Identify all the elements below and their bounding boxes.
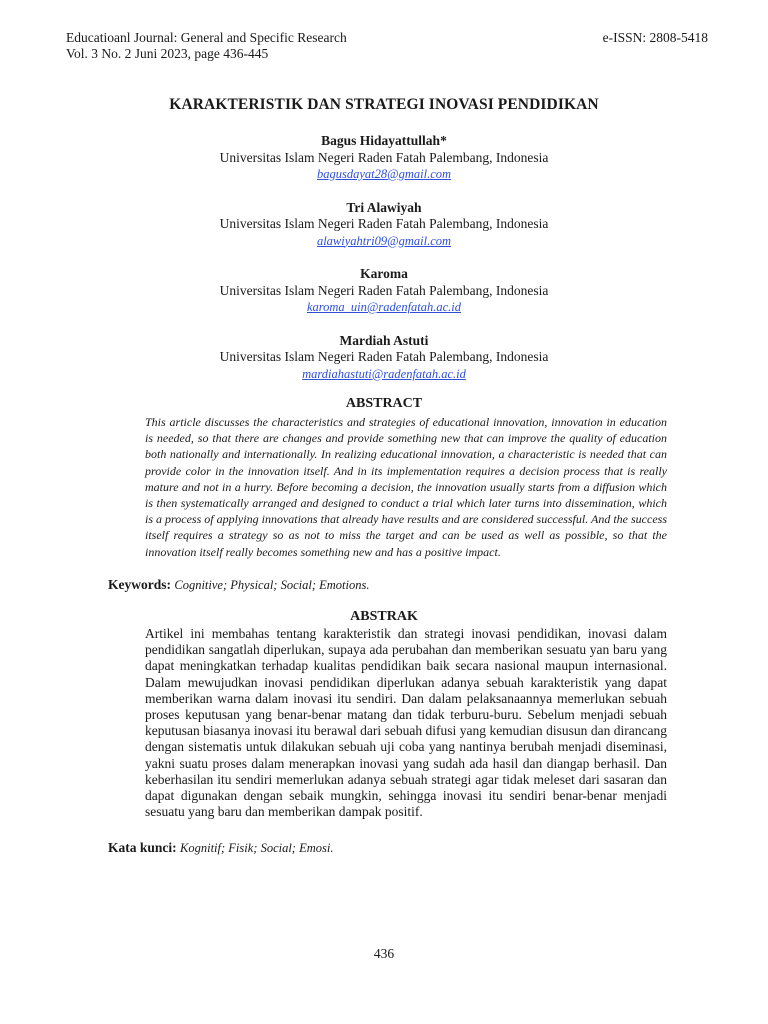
abstract-text: This article discusses the characteristics and strategies of educational innovation, innovation in education is needed, so that there are changes and provide something new that can improve the quality of education both nationally and internationally. In realizing educational innovation, a characteristic is needed that can provide color in the innovation itself. And in its implementation requires a decision process that is really mature and not in a hurry. Before becoming a decision, the innovation usually starts from a diffusion which is then systematically arranged and designed to conduct a trial which later turns into dissemination, which is a process of applying innovations that already have results and are considered successful. And the success itself requires a strategy so as not to miss the target and can be used as well as possible, so that the innovation itself really becomes something new and has a positive impact. bbox=[145, 415, 667, 559]
author-list bbox=[0, 133, 768, 399]
author-affiliation: Universitas Islam Negeri Raden Fatah Palembang, Indonesia bbox=[219, 282, 549, 298]
author-affiliation: Universitas Islam Negeri Raden Fatah Palembang, Indonesia bbox=[219, 216, 549, 231]
author-email-link[interactable]: mardiahastuti@radenfatah.ac.id bbox=[302, 366, 466, 381]
kata-kunci-label: Kata kunci: bbox=[108, 840, 177, 855]
abstrak-text: Artikel ini membahas tentang karakteristik dan strategi inovasi pendidikan, inovasi dalam pendidikan sangatlah diperlukan, supaya ada perubahan dan memberikan sesuatu yan baru yang dapat meningkatkan terhadap kualitas pendidikan baik secara nasional maupun internasional. Dalam mewujudkan inovasi pendidikan diperlukan adanya sebuah karakteristik yang dapat memberikan warna dalam inovasi itu sendiri. Dan dalam pelaksanaannya memerlukan sebuah proses keputusan yang benar-benar matang dan tidak terburu-buru. Sebelum menjadi sebuah keputusan biasanya inovasi itu berawal dari sebuah difusi yang kemudian disusun dan dirancang dengan sistematis untuk dilakukan sebuah uji coba yang nantinya berubah menjadi diseminasi, yakni suatu proses dalam menerapkan inovasi yang sudah ada hasil dan diangap berhasil. Dan keberhasilan itu sendiri memerlukan adanya sebuah strategi agar tidak meleset dari sasaran dan dapat digunakan dengan sebaik mungkin, sehingga inovasi itu sendiri benar-benar menjadi sesuatu yang baru dan memberikan dampak positif. bbox=[145, 626, 667, 820]
page-number: 436 bbox=[373, 946, 395, 961]
author-name: Karoma bbox=[360, 266, 408, 281]
author-affiliation: Universitas Islam Negeri Raden Fatah Palembang, Indonesia bbox=[219, 349, 549, 364]
author-email-link[interactable]: karoma_uin@radenfatah.ac.id bbox=[306, 300, 462, 314]
journal-name: Educatioanl Journal: General and Specific Research bbox=[66, 30, 347, 45]
keywords-list: Cognitive; Physical; Social; Emotions. bbox=[174, 578, 370, 592]
author-block bbox=[0, 200, 768, 250]
author-name: Mardiah Astuti bbox=[339, 332, 429, 348]
author-email-link[interactable]: bagusdayat28@gmail.com bbox=[316, 167, 452, 181]
journal-volume: Vol. 3 No. 2 Juni 2023, page 436-445 bbox=[66, 46, 269, 61]
journal-info bbox=[66, 30, 347, 62]
keywords-label: Keywords: bbox=[108, 577, 171, 592]
kata-kunci-list: Kognitif; Fisik; Social; Emosi. bbox=[180, 841, 334, 855]
author-block bbox=[0, 333, 768, 383]
author-name: Tri Alawiyah bbox=[346, 199, 422, 215]
author-block bbox=[0, 133, 768, 183]
author-email-link[interactable]: alawiyahtri09@gmail.com bbox=[316, 233, 452, 248]
author-affiliation: Universitas Islam Negeri Raden Fatah Palembang, Indonesia bbox=[219, 149, 549, 165]
keywords-line bbox=[108, 577, 369, 593]
kata-kunci-line bbox=[108, 840, 333, 856]
author-block bbox=[0, 266, 768, 316]
author-name: Bagus Hidayattullah* bbox=[321, 133, 447, 148]
abstract-body bbox=[145, 414, 667, 560]
abstrak-body bbox=[145, 626, 667, 820]
abstrak-heading: ABSTRAK bbox=[350, 609, 418, 624]
journal-issn: e-ISSN: 2808-5418 bbox=[602, 30, 708, 45]
abstract-heading: ABSTRACT bbox=[345, 396, 423, 411]
paper-title: KARAKTERISTIK DAN STRATEGI INOVASI PENDIDIKAN bbox=[169, 96, 599, 113]
